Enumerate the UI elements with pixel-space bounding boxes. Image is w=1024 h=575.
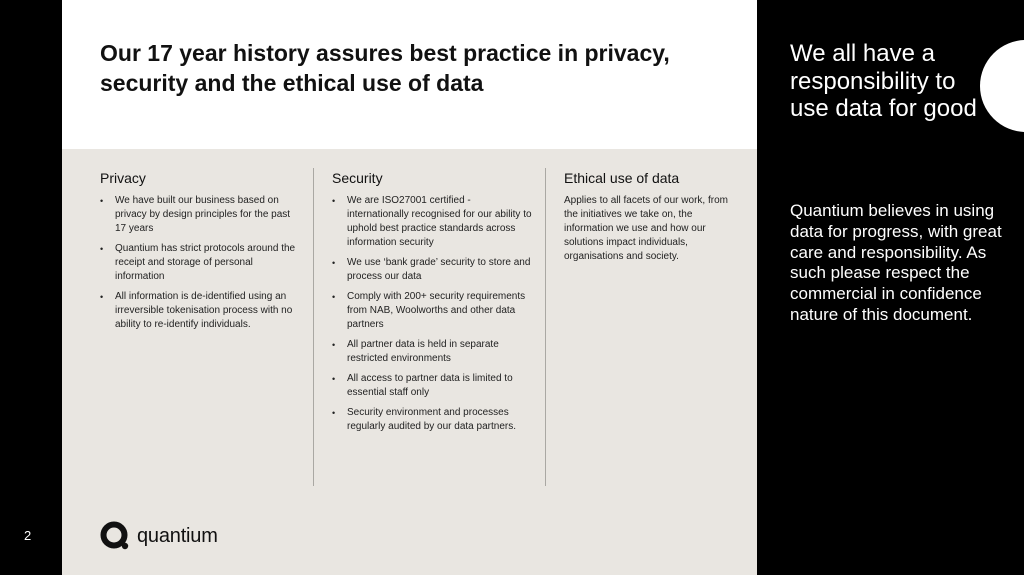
privacy-list: [100, 194, 300, 332]
list-item: • All partner data is held in separate restricted environments: [332, 338, 532, 366]
list-item: • Quantium has strict protocols around the receipt and storage of personal information: [100, 242, 300, 284]
sidebar-body: Quantium believes in using data for progress, with great care and responsibility. As such please respect the commercial in confidence nature of this document.: [790, 201, 1002, 324]
privacy-heading: Privacy: [100, 170, 146, 186]
list-item: • All information is de-identified using an irreversible tokenisation process with no ability to re-identify individuals.: [100, 290, 300, 332]
left-strip: [0, 0, 62, 575]
ethics-body: Applies to all facets of our work, from the initiatives we take on, the information we use and how our solutions impact individuals, organisations and society.: [564, 195, 728, 262]
security-list: [332, 194, 532, 434]
list-item: • We use ‘bank grade’ security to store and process our data: [332, 256, 532, 284]
list-item: • Security environment and processes regularly audited by our data partners.: [332, 406, 532, 434]
title-area: [62, 0, 757, 149]
quantium-logo-icon: [100, 521, 130, 551]
page-number: 2: [24, 528, 32, 543]
ethics-column: [564, 170, 739, 264]
column-divider: [545, 168, 546, 486]
sidebar-panel: [757, 0, 1024, 575]
security-heading: Security: [332, 170, 383, 186]
logo-text: quantium: [137, 524, 218, 547]
list-item: • We have built our business based on privacy by design principles for the past 17 years: [100, 194, 300, 236]
quantium-logo: [100, 521, 218, 551]
list-item: • We are ISO27001 certified - internationally recognised for our ability to uphold best practice standards across information security: [332, 194, 532, 250]
main-panel: [62, 0, 757, 575]
privacy-column: [100, 170, 300, 338]
page-title: Our 17 year history assures best practice in privacy, security and the ethical use of data: [100, 40, 670, 96]
list-item: • All access to partner data is limited to essential staff only: [332, 372, 532, 400]
list-item: • Comply with 200+ security requirements from NAB, Woolworths and other data partners: [332, 290, 532, 332]
sidebar-heading: We all have a responsibility to use data for good: [790, 40, 977, 122]
security-column: [332, 170, 532, 440]
ethics-heading: Ethical use of data: [564, 170, 680, 186]
column-divider: [313, 168, 314, 486]
